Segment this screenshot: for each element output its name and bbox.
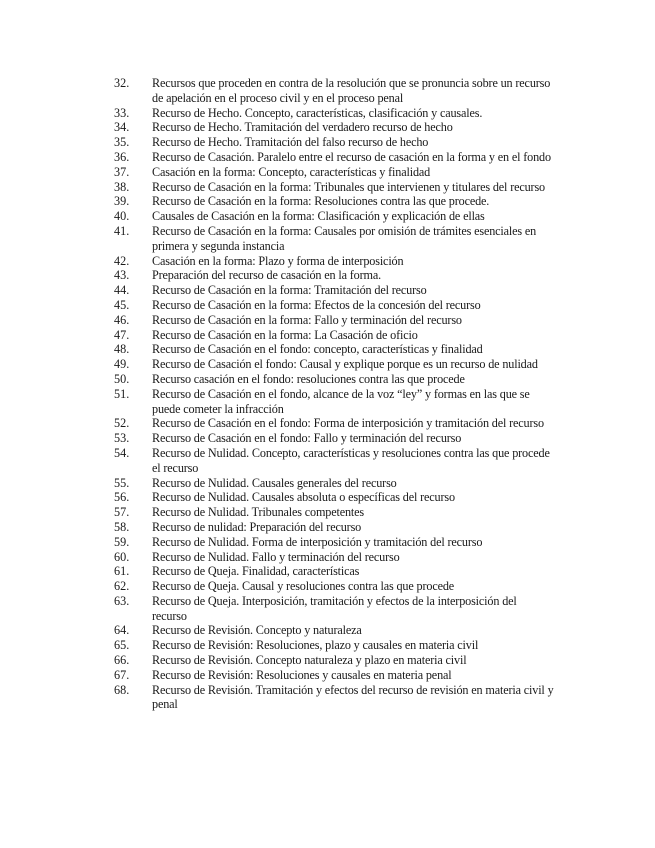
item-text: Recurso de Casación en el fondo: Fallo y terminación del recurso — [152, 431, 462, 446]
list-item — [114, 476, 554, 491]
list-item — [114, 490, 554, 505]
list-item — [114, 298, 554, 313]
item-number: 42. — [114, 253, 130, 268]
item-text: Recurso de Casación en la forma: La Casación de oficio — [152, 327, 418, 342]
item-text: Recurso de Casación en el fondo: Forma de interposición y tramitación del recurso — [152, 416, 544, 431]
item-number: 32. — [114, 76, 130, 90]
list-item — [114, 520, 554, 535]
item-text: Recurso de Casación. Paralelo entre el recurso de casación en la forma y en el fondo — [152, 149, 551, 164]
item-text: Recurso de Nulidad. Causales absoluta o específicas del recurso — [152, 490, 455, 505]
list-item — [114, 387, 554, 417]
list-item — [114, 150, 554, 165]
item-text: Recurso de Revisión: Resoluciones y causales en materia penal — [152, 667, 452, 682]
list-item — [114, 194, 554, 209]
item-number: 59. — [114, 534, 130, 549]
item-number: 46. — [114, 312, 130, 327]
item-text: Preparación del recurso de casación en la forma. — [152, 268, 381, 283]
list-item — [114, 283, 554, 298]
item-number: 34. — [114, 120, 130, 135]
list-item — [114, 638, 554, 653]
item-number: 37. — [114, 164, 130, 179]
list-item — [114, 623, 554, 638]
list-item — [114, 550, 554, 565]
item-number: 36. — [114, 149, 130, 164]
list-item — [114, 535, 554, 550]
item-number: 44. — [114, 283, 130, 298]
list-item — [114, 209, 554, 224]
item-text: Recurso de Casación en la forma: Fallo y terminación del recurso — [152, 312, 462, 327]
item-number: 61. — [114, 564, 130, 579]
list-item — [114, 564, 554, 579]
list-item — [114, 653, 554, 668]
list-item — [114, 106, 554, 121]
item-number: 45. — [114, 297, 130, 312]
item-number: 68. — [114, 682, 130, 697]
item-text: Recurso de Casación en la forma: Tribunales que intervienen y titulares del recurso — [152, 179, 546, 194]
item-text: Recurso de Casación en el fondo: concepto, características y finalidad — [152, 342, 483, 357]
list-item — [114, 505, 554, 520]
list-item — [114, 313, 554, 328]
item-number: 35. — [114, 135, 130, 150]
item-text: Recurso de Revisión. Concepto y naturaleza — [152, 623, 362, 638]
list-item — [114, 416, 554, 431]
item-number: 66. — [114, 653, 130, 668]
item-number: 52. — [114, 416, 130, 431]
item-text: Recurso de Nulidad. Concepto, características y resoluciones contra las que procede el recurso — [152, 445, 550, 475]
list-item — [114, 254, 554, 269]
item-text: Causales de Casación en la forma: Clasificación y explicación de ellas — [152, 209, 485, 224]
item-text: Recurso de Casación el fondo: Causal y explique porque es un recurso de nulidad — [152, 357, 538, 372]
item-number: 39. — [114, 194, 130, 209]
item-number: 41. — [114, 223, 130, 238]
item-text: Recurso de Nulidad. Fallo y terminación del recurso — [152, 549, 400, 564]
item-number: 43. — [114, 268, 130, 283]
item-number: 55. — [114, 475, 130, 490]
item-number: 48. — [114, 342, 130, 357]
item-text: Recurso de Revisión. Tramitación y efectos del recurso de revisión en materia civil y penal — [152, 682, 554, 712]
list-item — [114, 180, 554, 195]
item-text: Recurso de Hecho. Tramitación del falso recurso de hecho — [152, 135, 429, 150]
list-item — [114, 594, 554, 624]
item-number: 64. — [114, 623, 130, 638]
item-text: Recurso de Queja. Finalidad, características — [152, 564, 360, 579]
item-text: Recurso de Casación en la forma: Resoluciones contra las que procede. — [152, 194, 490, 209]
list-item — [114, 357, 554, 372]
item-text: Recurso de Casación en la forma: Efectos de la concesión del recurso — [152, 297, 481, 312]
item-text: Recurso de Casación en el fondo, alcance de la voz “ley” y formas en las que se puede cometer la infracción — [152, 386, 530, 416]
item-text: Recurso de Hecho. Tramitación del verdadero recurso de hecho — [152, 120, 453, 135]
item-text: Recurso de Queja. Interposición, tramitación y efectos de la interposición del recurso — [152, 593, 517, 623]
item-text: Casación en la forma: Concepto, características y finalidad — [152, 164, 431, 179]
list-item — [114, 165, 554, 180]
item-number: 50. — [114, 371, 130, 386]
item-text: Recurso de Nulidad. Tribunales competentes — [152, 505, 365, 520]
list-item — [114, 668, 554, 683]
item-text: Recurso de Nulidad. Forma de interposición y tramitación del recurso — [152, 534, 483, 549]
item-text: Casación en la forma: Plazo y forma de interposición — [152, 253, 404, 268]
list-item — [114, 431, 554, 446]
item-number: 47. — [114, 327, 130, 342]
item-text: Recurso casación en el fondo: resoluciones contra las que procede — [152, 371, 465, 386]
item-text: Recurso de Queja. Causal y resoluciones contra las que procede — [152, 579, 455, 594]
item-number: 54. — [114, 445, 130, 460]
numbered-topic-list — [114, 76, 554, 712]
list-item — [114, 135, 554, 150]
item-text: Recurso de Revisión: Resoluciones, plazo y causales en materia civil — [152, 638, 479, 653]
item-number: 67. — [114, 667, 130, 682]
list-item — [114, 683, 554, 713]
list-item — [114, 342, 554, 357]
item-number: 40. — [114, 209, 130, 224]
item-number: 49. — [114, 357, 130, 372]
item-number: 57. — [114, 505, 130, 520]
item-number: 33. — [114, 105, 130, 120]
item-text: Recurso de nulidad: Preparación del recurso — [152, 519, 362, 534]
item-number: 63. — [114, 593, 130, 608]
item-text: Recurso de Revisión. Concepto naturaleza y plazo en materia civil — [152, 653, 467, 668]
item-number: 62. — [114, 579, 130, 594]
list-item — [114, 120, 554, 135]
item-text: Recurso de Nulidad. Causales generales del recurso — [152, 475, 397, 490]
item-number: 58. — [114, 519, 130, 534]
list-item — [114, 446, 554, 476]
item-text: Recurso de Casación en la forma: Tramitación del recurso — [152, 283, 427, 298]
item-number: 53. — [114, 431, 130, 446]
item-text: Recursos que proceden en contra de la resolución que se pronuncia sobre un recurso de apelación en el proceso civil y en el proceso penal — [152, 76, 551, 105]
item-text: Recurso de Hecho. Concepto, características, clasificación y causales. — [152, 105, 483, 120]
list-item — [114, 76, 554, 106]
item-number: 51. — [114, 386, 130, 401]
list-item — [114, 328, 554, 343]
list-item — [114, 224, 554, 254]
item-number: 60. — [114, 549, 130, 564]
item-number: 38. — [114, 179, 130, 194]
item-number: 56. — [114, 490, 130, 505]
list-item — [114, 579, 554, 594]
item-number: 65. — [114, 638, 130, 653]
list-item — [114, 372, 554, 387]
item-text: Recurso de Casación en la forma: Causales por omisión de trámites esenciales en primera y segunda instancia — [152, 223, 537, 253]
list-item — [114, 268, 554, 283]
